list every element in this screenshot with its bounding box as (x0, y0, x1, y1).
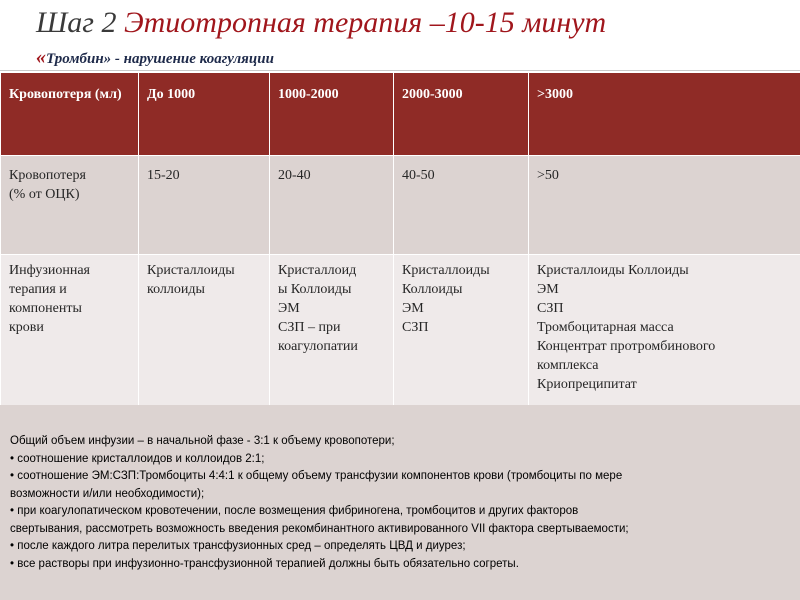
notes-panel (0, 405, 800, 600)
cell-line: коллоиды (147, 282, 205, 297)
column-header: До 1000 (139, 73, 270, 156)
column-header: 1000-2000 (270, 73, 394, 156)
cell-line: (% от ОЦК) (9, 187, 80, 202)
cell-line: Кристаллоиды (402, 263, 490, 278)
note-line: • все растворы при инфузионно-трансфузионной терапией должны быть обязательно согреты. (10, 557, 519, 570)
cell-line: коагулопатии (278, 339, 358, 354)
note-line: свертывания, рассмотреть возможность введения рекомбинантного активированного VII фактора свертываемости; (10, 522, 629, 535)
title-divider (0, 70, 800, 71)
cell-line: Кристаллоиды (147, 263, 235, 278)
subtitle-text: Тромбин» - нарушение коагуляции (46, 51, 274, 67)
cell-line: крови (9, 320, 44, 335)
table-cell (139, 255, 270, 409)
table-cell (394, 156, 529, 255)
cell-line: Коллоиды (402, 282, 463, 297)
table-header-row (1, 73, 800, 156)
cell-line: ы Коллоиды (278, 282, 352, 297)
cell-line: Инфузионная (9, 263, 90, 278)
cell-line: 40-50 (402, 168, 435, 183)
table-cell (529, 255, 800, 409)
cell-line: 15-20 (147, 168, 180, 183)
cell-line: ЭМ (278, 301, 300, 316)
table-cell (1, 156, 139, 255)
cell-line: СЗП – при (278, 320, 341, 335)
cell-line: >50 (537, 168, 559, 183)
table-cell (1, 255, 139, 409)
cell-line: 20-40 (278, 168, 311, 183)
cell-line: комплекса (537, 358, 599, 373)
cell-line: Концентрат протромбинового (537, 339, 716, 354)
note-line: • после каждого литра перелитых трансфузионных сред – определять ЦВД и диурез; (10, 540, 466, 552)
note-line: • соотношение кристаллоидов и коллоидов 2:1; (10, 452, 265, 465)
title-step: Шаг 2 (36, 6, 117, 39)
note-line: Общий объем инфузии – в начальной фазе - 3:1 к объему кровопотери; (10, 435, 395, 447)
cell-line: терапия и (9, 282, 67, 297)
note-line: возможности и/или необходимости); (10, 487, 205, 500)
note-line: • при коагулопатическом кровотечении, после возмещения фибриногена, тромбоцитов и других факторов (10, 505, 579, 517)
column-header: 2000-3000 (394, 73, 529, 156)
table-row (1, 156, 800, 255)
cell-line: компоненты (9, 301, 82, 316)
cell-line: ЭМ (402, 301, 424, 316)
cell-line: Криопреципитат (537, 377, 637, 392)
table-cell (270, 156, 394, 255)
cell-line: ЭМ (537, 282, 559, 297)
cell-line: СЗП (537, 301, 564, 316)
subtitle-quote: « (36, 46, 46, 68)
table-cell (270, 255, 394, 409)
cell-line: Кровопотеря (9, 168, 86, 183)
table-cell (394, 255, 529, 409)
note-line: • соотношение ЭМ:СЗП:Тромбоциты 4:4:1 к общему объему трансфузии компонентов крови (тромбоциты по мере (10, 470, 623, 482)
table-cell (529, 156, 800, 255)
slide-title (36, 6, 606, 40)
column-header: Кровопотеря (мл) (1, 73, 139, 156)
cell-line: Тромбоцитарная масса (537, 320, 674, 335)
title-main: Этиотропная терапия –10-15 минут (124, 6, 607, 39)
column-header: >3000 (529, 73, 800, 156)
table-cell (139, 156, 270, 255)
slide-subtitle (36, 47, 274, 69)
cell-line: СЗП (402, 320, 429, 335)
cell-line: Кристаллоид (278, 263, 357, 278)
therapy-table (0, 72, 800, 409)
cell-line: Кристаллоиды Коллоиды (537, 263, 689, 278)
table-row (1, 255, 800, 409)
